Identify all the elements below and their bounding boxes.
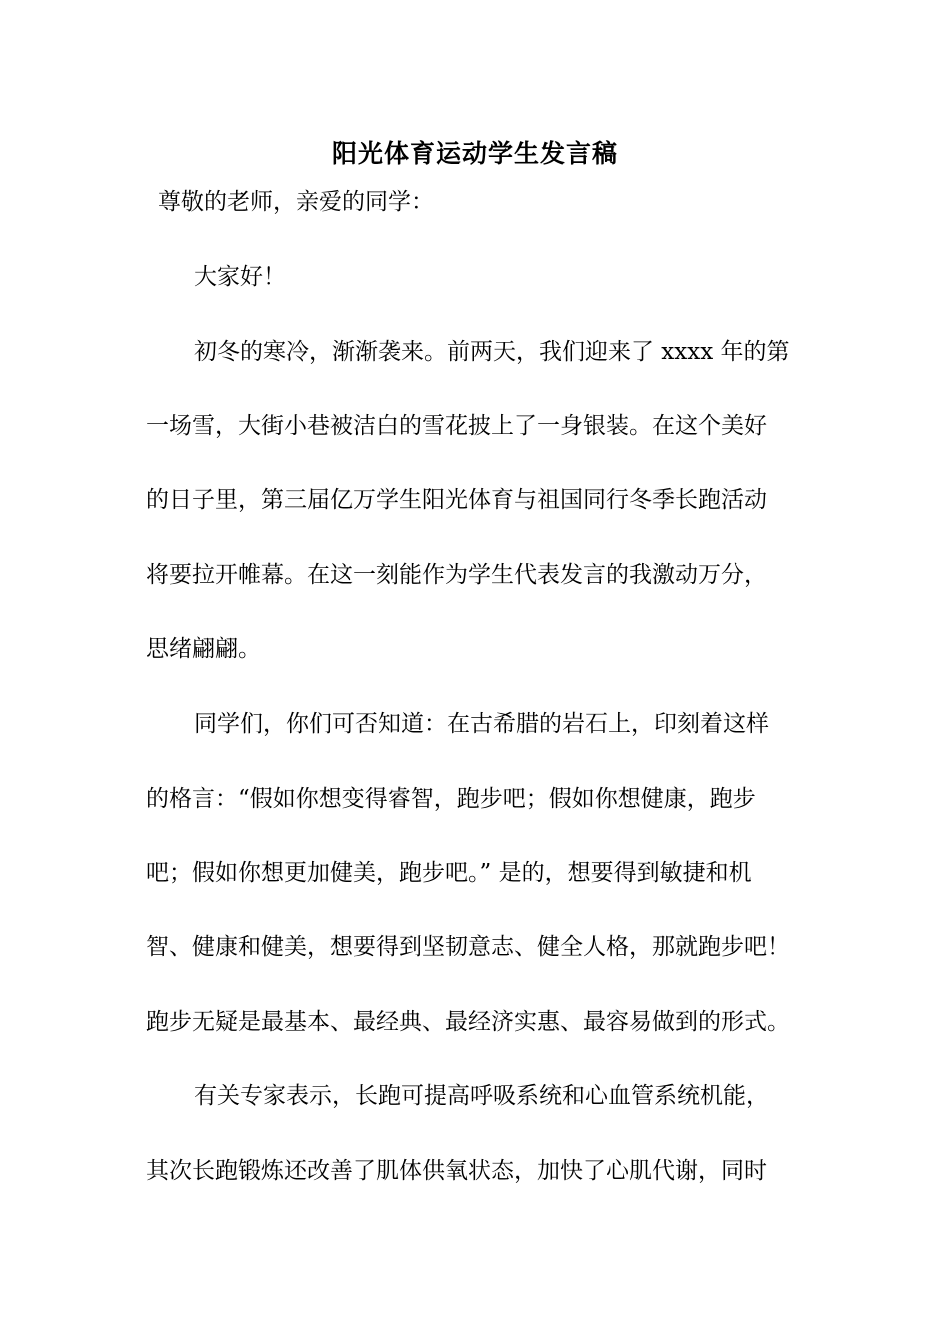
paragraph-line: 有关专家表示，长跑可提高呼吸系统和心血管系统机能，	[194, 1083, 769, 1109]
document-title: 阳光体育运动学生发言稿	[331, 139, 618, 168]
paragraph-line: 初冬的寒冷，渐渐袭来。前两天，我们迎来了 xxxx 年的第	[194, 339, 790, 365]
paragraph-line: 大家好！	[194, 264, 286, 290]
paragraph-line: 智、健康和健美，想要得到坚韧意志、健全人格，那就跑步吧！	[146, 934, 790, 960]
paragraph-line: 跑步无疑是最基本、最经典、最经济实惠、最容易做到的形式。	[146, 1009, 790, 1035]
paragraph-line: 的日子里，第三届亿万学生阳光体育与祖国同行冬季长跑活动	[146, 487, 767, 513]
paragraph-line: 一场雪，大街小巷被洁白的雪花披上了一身银装。在这个美好	[146, 413, 767, 439]
paragraph-line: 的格言：“假如你想变得睿智，跑步吧；假如你想健康，跑步	[146, 786, 756, 812]
paragraph-line: 其次长跑锻炼还改善了肌体供氧状态，加快了心肌代谢，同时	[146, 1158, 767, 1184]
paragraph-line: 同学们，你们可否知道：在古希腊的岩石上，印刻着这样	[194, 711, 769, 737]
salutation: 尊敬的老师，亲爱的同学：	[158, 189, 434, 215]
paragraph-line: 思绪翩翩。	[146, 636, 261, 662]
paragraph-line: 吧；假如你想更加健美，跑步吧。” 是的，想要得到敏捷和机	[146, 860, 752, 886]
paragraph-line: 将要拉开帷幕。在这一刻能作为学生代表发言的我激动万分，	[146, 562, 767, 588]
